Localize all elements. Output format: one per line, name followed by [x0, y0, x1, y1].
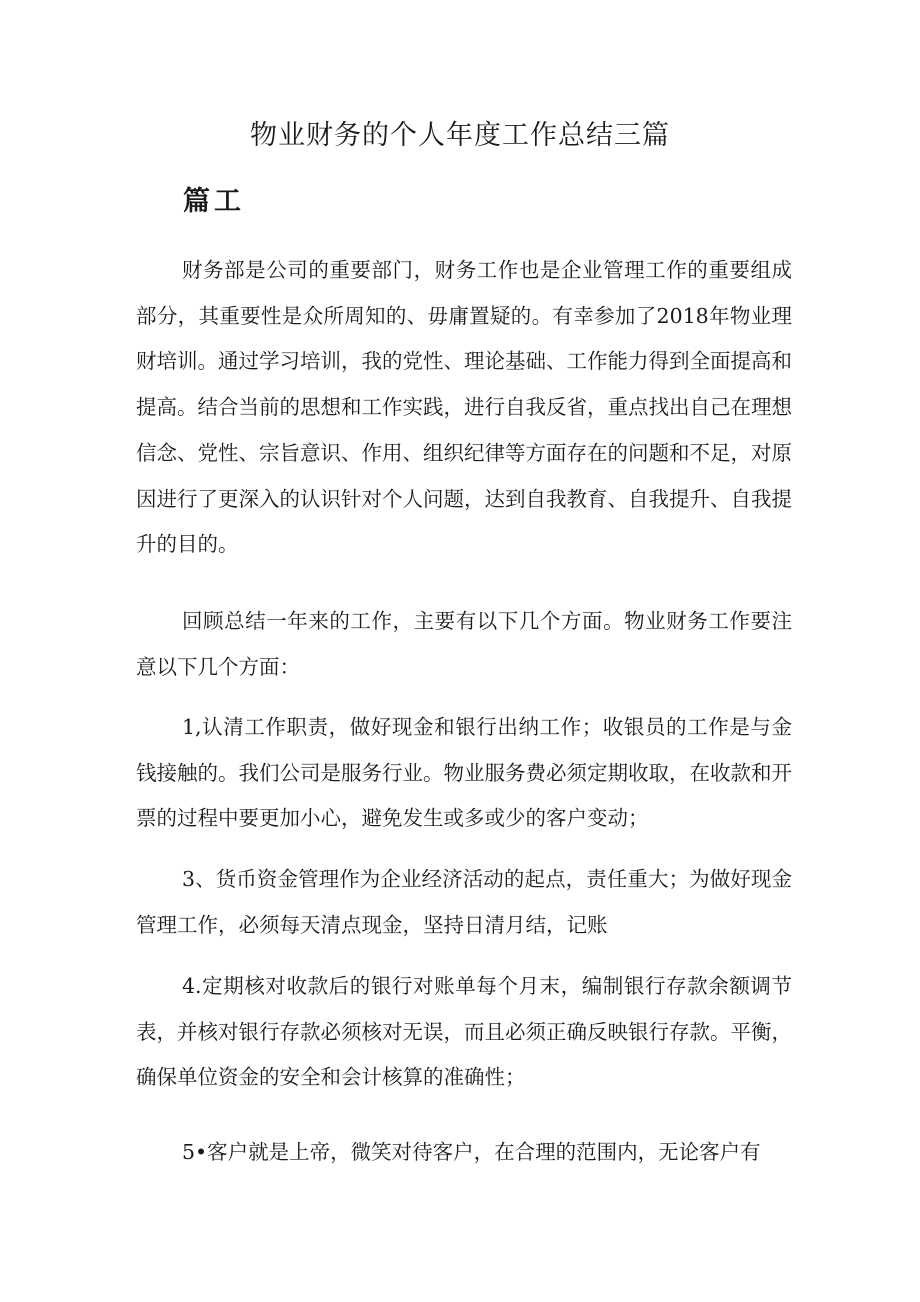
paragraph-review: 回顾总结一年来的工作，主要有以下几个方面。物业财务工作要注意以下几个方面：	[136, 609, 792, 679]
section-heading: 篇工	[183, 186, 245, 217]
paragraph-item-3: 3、货币资金管理作为企业经济活动的起点，责任重大；为做好现金管理工作，必须每天清点现金，坚持日清月结，记账	[136, 867, 792, 937]
document-title: 物业财务的个人年度工作总结三篇	[250, 120, 670, 151]
paragraph-item-1: 1,认清工作职责，做好现金和银行出纳工作；收银员的工作是与金钱接触的。我们公司是服务行业。物业服务费必须定期收取，在收款和开票的过程中要更加小心，避免发生或多或少的客户变动；	[136, 715, 792, 831]
paragraph-intro: 财务部是公司的重要部门，财务工作也是企业管理工作的重要组成部分，其重要性是众所周知的、毋庸置疑的。有幸参加了2018年物业理财培训。通过学习培训，我的党性、理论基础、工作能力得到全面提高和提高。结合当前的思想和工作实践，进行自我反省，重点找出自己在理想信念、党性、宗旨意识、作用、组织纪律等方面存在的问题和不足，对原因进行了更深入的认识针对个人问题，达到自我教育、自我提升、自我提升的目的。	[136, 258, 792, 557]
paragraph-item-5: 5•客户就是上帝，微笑对待客户，在合理的范围内，无论客户有	[182, 1140, 761, 1164]
paragraph-item-4: 4.定期核对收款后的银行对账单每个月末，编制银行存款余额调节表，并核对银行存款必须核对无误，而且必须正确反映银行存款。平衡，确保单位资金的安全和会计核算的准确性；	[136, 974, 792, 1090]
